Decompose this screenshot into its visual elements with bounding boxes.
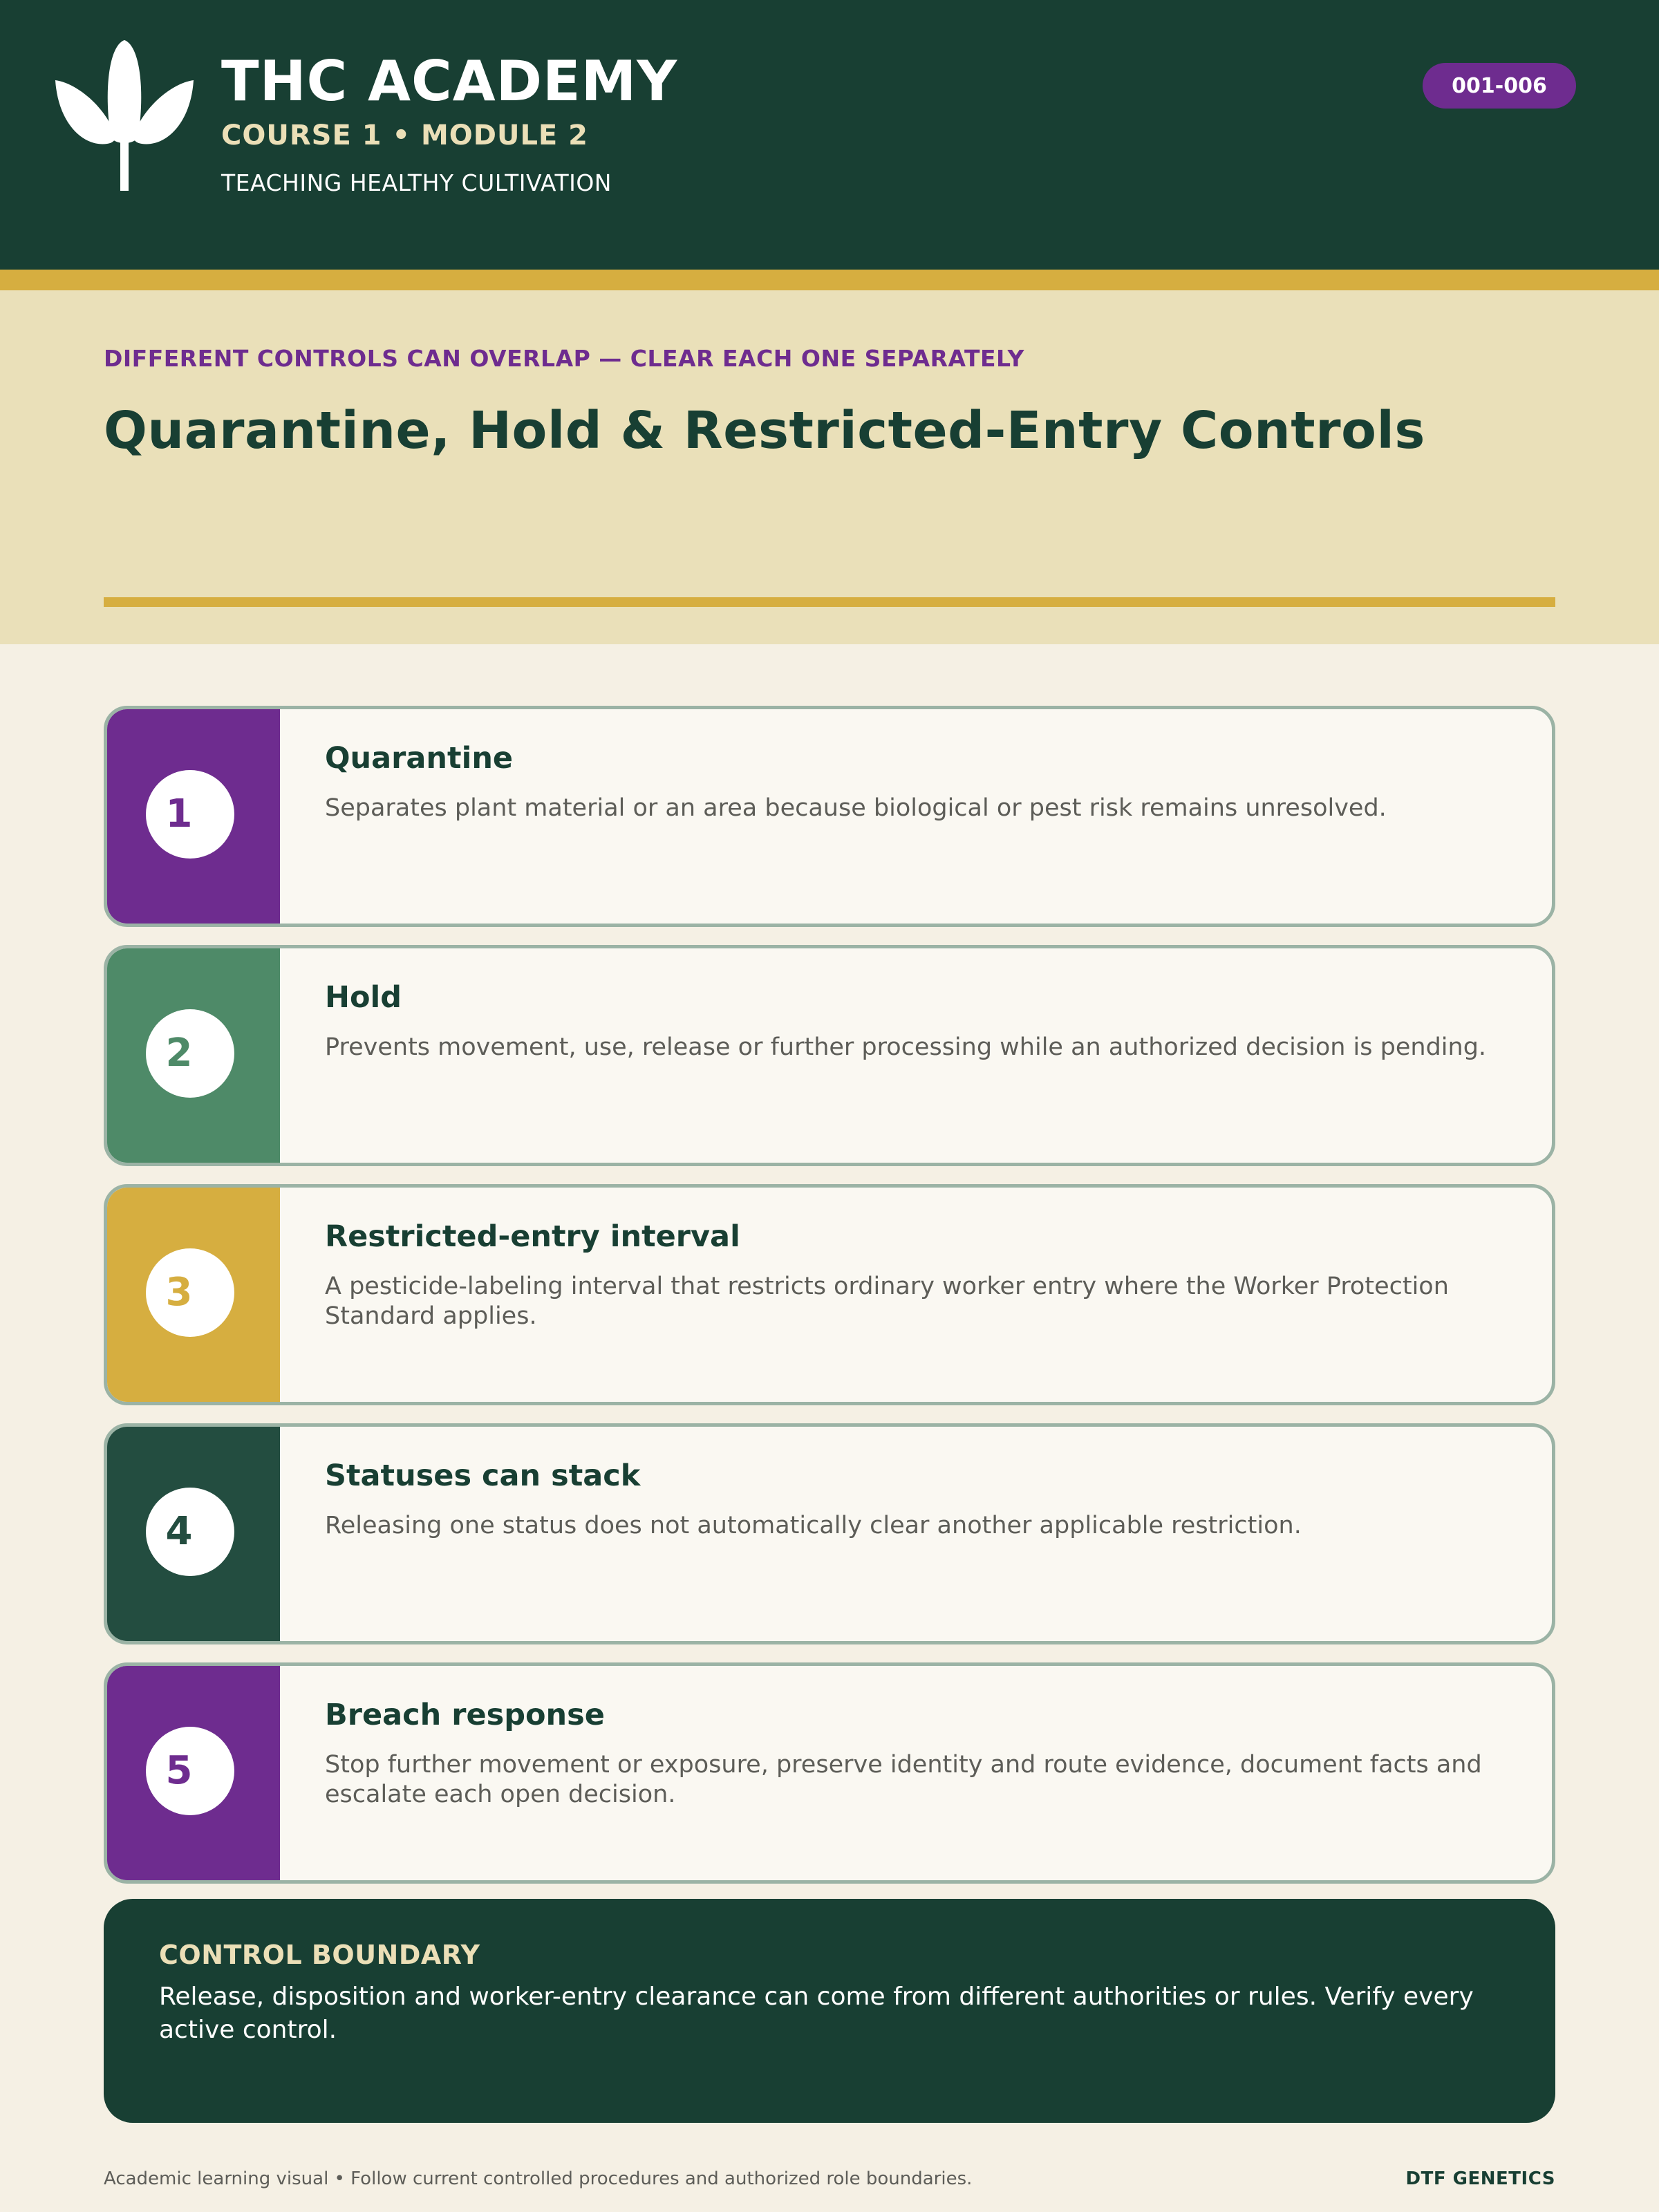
card-color-band [104,1423,280,1644]
footer-brand: DTF GENETICS [1405,2168,1555,2189]
card-color-band [104,706,280,927]
leaf-logo-icon [55,40,194,191]
callout-text: Release, disposition and worker-entry clearance can come from different authorities or rules. Verify every active control. [159,1983,1474,2044]
control-boundary-callout [104,1899,1555,2123]
card-description: Releasing one status does not automatically clear another applicable restriction. [325,1512,1302,1539]
card-description: Separates plant material or an area because biological or pest risk remains unresolved. [325,794,1387,822]
card-number: 2 [165,1031,193,1076]
document-code-badge: 001-006 [1423,63,1576,109]
number-circle [146,1488,234,1576]
card-color-band [104,1662,280,1884]
control-card-statuses-stack [104,1423,1555,1644]
number-circle [146,1727,234,1815]
card-description: A pesticide-labeling interval that restricts ordinary worker entry where the Worker Protection Standard applies. [325,1273,1449,1330]
card-description: Prevents movement, use, release or further processing while an authorized decision is pending. [325,1033,1487,1061]
card-title: Restricted-entry interval [325,1219,740,1254]
control-card-restricted-entry [104,1184,1555,1405]
footer-note: Academic learning visual • Follow current controlled procedures and authorized role boundaries. [104,2168,973,2189]
number-circle [146,770,234,859]
tagline: TEACHING HEALTHY CULTIVATION [221,169,612,196]
control-card-quarantine [104,706,1555,927]
card-title: Quarantine [325,741,514,776]
control-card-breach-response [104,1662,1555,1884]
hero-section [0,290,1659,644]
callout-title: CONTROL BOUNDARY [159,1940,480,1970]
card-title: Statuses can stack [325,1459,641,1493]
card-title: Breach response [325,1698,605,1732]
card-color-band [104,1184,280,1405]
number-circle [146,1009,234,1098]
number-circle [146,1248,234,1337]
card-description: Stop further movement or exposure, preserve identity and route evidence, document facts and escalate each open decision. [325,1751,1482,1808]
brand-name: THC ACADEMY [221,49,678,113]
control-card-hold [104,945,1555,1166]
header-accent-strip [0,270,1659,290]
card-title: Hold [325,980,402,1015]
hero-kicker: DIFFERENT CONTROLS CAN OVERLAP — CLEAR EACH ONE SEPARATELY [104,345,1024,372]
card-number: 5 [165,1748,193,1793]
hero-divider [104,597,1555,607]
card-color-band [104,945,280,1166]
course-module-label: COURSE 1 • MODULE 2 [221,120,589,151]
card-number: 4 [165,1509,193,1554]
card-number: 1 [165,791,193,836]
header [0,0,1659,270]
page-title: Quarantine, Hold & Restricted-Entry Controls [104,401,1425,460]
card-number: 3 [165,1270,193,1315]
